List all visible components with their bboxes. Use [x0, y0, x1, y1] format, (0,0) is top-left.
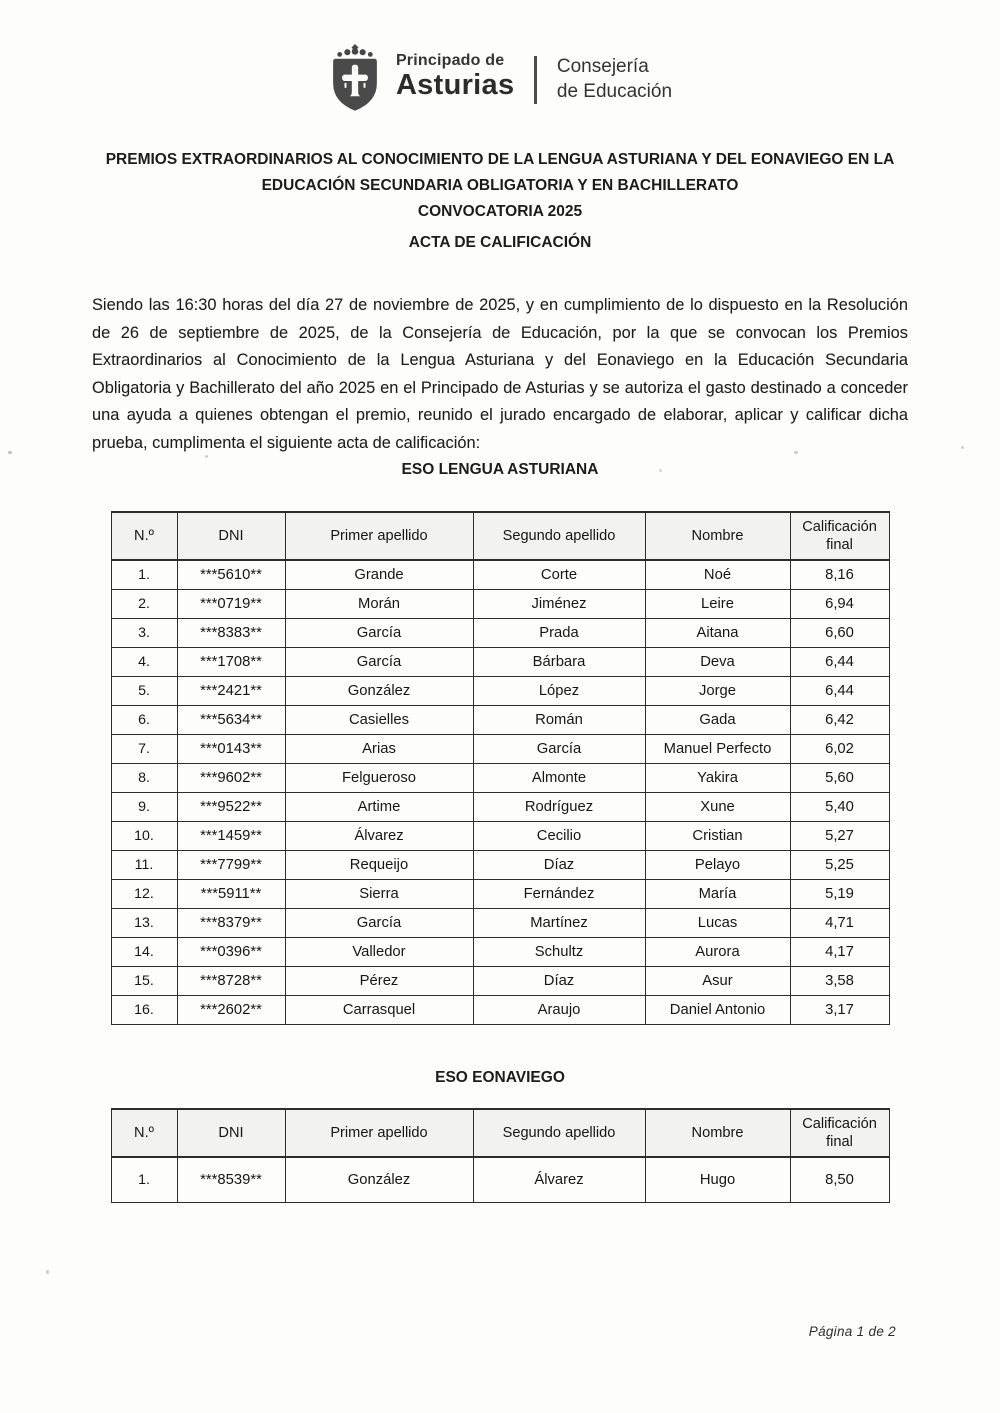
cell-segundo-apellido: Schultz — [473, 937, 645, 966]
cell-nombre: Gada — [645, 705, 790, 734]
column-header-nombre: Nombre — [645, 1109, 790, 1157]
cell-calificacion-final: 6,94 — [790, 589, 889, 618]
scan-speck — [961, 446, 964, 449]
column-header-dni: DNI — [177, 512, 285, 560]
cell-dni: ***8379** — [177, 908, 285, 937]
cell-segundo-apellido: Prada — [473, 618, 645, 647]
table-row — [111, 1157, 889, 1203]
cell-primer-apellido: Morán — [285, 589, 473, 618]
table-header-row — [111, 1109, 889, 1157]
cell-numero: 16. — [111, 995, 177, 1024]
asturias-coat-of-arms-icon — [328, 44, 382, 114]
cell-nombre: Noé — [645, 560, 790, 590]
cell-calificacion-final: 5,40 — [790, 792, 889, 821]
table-row — [111, 937, 889, 966]
table-row — [111, 589, 889, 618]
cell-segundo-apellido: García — [473, 734, 645, 763]
cell-segundo-apellido: Bárbara — [473, 647, 645, 676]
column-header-segundo-apellido: Segundo apellido — [473, 1109, 645, 1157]
table-row — [111, 821, 889, 850]
cell-nombre: Jorge — [645, 676, 790, 705]
title-line-1: PREMIOS EXTRAORDINARIOS AL CONOCIMIENTO DE LA LENGUA ASTURIANA Y DEL EONAVIEGO EN LA — [105, 151, 895, 168]
table-row — [111, 734, 889, 763]
cell-calificacion-final: 5,60 — [790, 763, 889, 792]
cell-nombre: Lucas — [645, 908, 790, 937]
cell-primer-apellido: García — [285, 647, 473, 676]
cell-nombre: Leire — [645, 589, 790, 618]
cell-segundo-apellido: Román — [473, 705, 645, 734]
cell-numero: 2. — [111, 589, 177, 618]
cell-numero: 10. — [111, 821, 177, 850]
cell-dni: ***1459** — [177, 821, 285, 850]
cell-calificacion-final: 8,16 — [790, 560, 889, 590]
cell-segundo-apellido: Álvarez — [473, 1157, 645, 1203]
table-row — [111, 647, 889, 676]
cell-numero: 5. — [111, 676, 177, 705]
title-line-2: EDUCACIÓN SECUNDARIA OBLIGATORIA Y EN BACHILLERATO — [261, 177, 739, 194]
column-header-dni: DNI — [177, 1109, 285, 1157]
cell-numero: 13. — [111, 908, 177, 937]
scan-speck — [794, 451, 798, 454]
table-row — [111, 705, 889, 734]
document-subtitle: ACTA DE CALIFICACIÓN — [408, 234, 592, 251]
cell-nombre: Cristian — [645, 821, 790, 850]
column-header-calificacion-final: Calificación final — [790, 1109, 889, 1157]
table-body — [111, 560, 889, 1025]
cell-numero: 15. — [111, 966, 177, 995]
cell-calificacion-final: 6,44 — [790, 676, 889, 705]
cell-calificacion-final: 6,02 — [790, 734, 889, 763]
table-row — [111, 850, 889, 879]
cell-nombre: Aurora — [645, 937, 790, 966]
table-row — [111, 676, 889, 705]
document-title — [0, 147, 1000, 225]
cell-primer-apellido: González — [285, 676, 473, 705]
cell-calificacion-final: 5,19 — [790, 879, 889, 908]
column-header-segundo-apellido: Segundo apellido — [473, 512, 645, 560]
table-body — [111, 1157, 889, 1203]
cell-segundo-apellido: Díaz — [473, 850, 645, 879]
cell-primer-apellido: Requeijo — [285, 850, 473, 879]
cell-dni: ***5911** — [177, 879, 285, 908]
scan-speck — [8, 451, 12, 454]
cell-calificacion-final: 3,58 — [790, 966, 889, 995]
cell-numero: 6. — [111, 705, 177, 734]
scan-speck — [659, 469, 662, 472]
cell-primer-apellido: Felgueroso — [285, 763, 473, 792]
cell-dni: ***2421** — [177, 676, 285, 705]
cell-numero: 9. — [111, 792, 177, 821]
cell-primer-apellido: García — [285, 618, 473, 647]
page-number-indicator: Página 1 de 2 — [808, 1324, 896, 1339]
cell-dni: ***5610** — [177, 560, 285, 590]
table-row — [111, 560, 889, 590]
org-name-block — [396, 52, 514, 100]
cell-primer-apellido: Pérez — [285, 966, 473, 995]
cell-dni: ***0719** — [177, 589, 285, 618]
cell-dni: ***0143** — [177, 734, 285, 763]
cell-nombre: Pelayo — [645, 850, 790, 879]
cell-dni: ***1708** — [177, 647, 285, 676]
cell-segundo-apellido: Jiménez — [473, 589, 645, 618]
cell-numero: 4. — [111, 647, 177, 676]
column-header-primer-apellido: Primer apellido — [285, 1109, 473, 1157]
cell-numero: 14. — [111, 937, 177, 966]
cell-numero: 1. — [111, 1157, 177, 1203]
column-header-numero: N.º — [111, 1109, 177, 1157]
org-name-top: Principado de — [395, 52, 505, 69]
table-row — [111, 908, 889, 937]
title-line-3: CONVOCATORIA 2025 — [417, 203, 583, 220]
cell-calificacion-final: 8,50 — [790, 1157, 889, 1203]
intro-paragraph: Siendo las 16:30 horas del día 27 de noviembre de 2025, y en cumplimiento de lo dispuesto en la Resolución de 26 de septiembre de 2025, de la Consejería de Educación, por la que se convocan los Premios Extraordinarios al Conocimiento de la Lengua Asturiana y del Eonaviego en la Educación Secundaria Obligatoria y Bachillerato del año 2025 en el Principado de Asturias y se autoriza el gasto destinado a conceder una ayuda a quienes obtengan el premio, reunido el jurado encargado de elaborar, aplicar y calificar dicha prueba, cumplimenta el siguiente acta de calificación: — [92, 296, 908, 452]
grades-table-eso-lengua-asturiana — [111, 511, 890, 1025]
cell-dni: ***8539** — [177, 1157, 285, 1203]
scan-speck — [46, 1270, 49, 1274]
cell-segundo-apellido: Cecilio — [473, 821, 645, 850]
cell-calificacion-final: 5,27 — [790, 821, 889, 850]
cell-segundo-apellido: Martínez — [473, 908, 645, 937]
cell-dni: ***2602** — [177, 995, 285, 1024]
table-row — [111, 618, 889, 647]
cell-calificacion-final: 6,44 — [790, 647, 889, 676]
cell-numero: 11. — [111, 850, 177, 879]
cell-dni: ***7799** — [177, 850, 285, 879]
cell-dni: ***5634** — [177, 705, 285, 734]
cell-primer-apellido: Casielles — [285, 705, 473, 734]
cell-primer-apellido: González — [285, 1157, 473, 1203]
cell-nombre: Asur — [645, 966, 790, 995]
grades-table-eso-eonaviego — [111, 1108, 890, 1203]
cell-primer-apellido: Álvarez — [285, 821, 473, 850]
table-row — [111, 763, 889, 792]
cell-primer-apellido: Grande — [285, 560, 473, 590]
cell-segundo-apellido: Díaz — [473, 966, 645, 995]
cell-numero: 12. — [111, 879, 177, 908]
cell-nombre: Deva — [645, 647, 790, 676]
column-header-numero: N.º — [111, 512, 177, 560]
cell-segundo-apellido: Araujo — [473, 995, 645, 1024]
column-header-calificacion-final: Calificación final — [790, 512, 889, 560]
column-header-nombre: Nombre — [645, 512, 790, 560]
table-row — [111, 792, 889, 821]
table-row — [111, 879, 889, 908]
cell-calificacion-final: 3,17 — [790, 995, 889, 1024]
cell-nombre: María — [645, 879, 790, 908]
cell-nombre: Daniel Antonio — [645, 995, 790, 1024]
cell-dni: ***8728** — [177, 966, 285, 995]
table-row — [111, 966, 889, 995]
cell-segundo-apellido: Almonte — [473, 763, 645, 792]
scan-speck — [205, 455, 208, 458]
cell-dni: ***9602** — [177, 763, 285, 792]
logo-divider — [534, 56, 537, 104]
department-name-block — [557, 54, 672, 104]
cell-calificacion-final: 4,17 — [790, 937, 889, 966]
cell-numero: 7. — [111, 734, 177, 763]
cell-primer-apellido: Arias — [285, 734, 473, 763]
table-row — [111, 995, 889, 1024]
cell-segundo-apellido: Rodríguez — [473, 792, 645, 821]
cell-nombre: Aitana — [645, 618, 790, 647]
cell-segundo-apellido: López — [473, 676, 645, 705]
section-heading-eso-eonaviego: ESO EONAVIEGO — [435, 1068, 565, 1086]
cell-primer-apellido: Valledor — [285, 937, 473, 966]
cell-segundo-apellido: Corte — [473, 560, 645, 590]
cell-nombre: Manuel Perfecto — [645, 734, 790, 763]
cell-primer-apellido: García — [285, 908, 473, 937]
cell-nombre: Xune — [645, 792, 790, 821]
org-name-main: Asturias — [395, 69, 515, 101]
table-header-row — [111, 512, 889, 560]
cell-dni: ***9522** — [177, 792, 285, 821]
cell-segundo-apellido: Fernández — [473, 879, 645, 908]
cell-numero: 3. — [111, 618, 177, 647]
cell-calificacion-final: 5,25 — [790, 850, 889, 879]
header-logo — [0, 0, 1000, 114]
cell-numero: 8. — [111, 763, 177, 792]
cell-nombre: Hugo — [645, 1157, 790, 1203]
department-line-2: de Educación — [556, 81, 673, 102]
department-line-1: Consejería — [556, 56, 649, 77]
cell-primer-apellido: Sierra — [285, 879, 473, 908]
cell-calificacion-final: 4,71 — [790, 908, 889, 937]
cell-dni: ***0396** — [177, 937, 285, 966]
cell-primer-apellido: Carrasquel — [285, 995, 473, 1024]
cell-primer-apellido: Artime — [285, 792, 473, 821]
section-heading-eso-lengua-asturiana: ESO LENGUA ASTURIANA — [401, 460, 599, 478]
cell-calificacion-final: 6,60 — [790, 618, 889, 647]
cell-dni: ***8383** — [177, 618, 285, 647]
column-header-primer-apellido: Primer apellido — [285, 512, 473, 560]
cell-numero: 1. — [111, 560, 177, 590]
cell-calificacion-final: 6,42 — [790, 705, 889, 734]
cell-nombre: Yakira — [645, 763, 790, 792]
